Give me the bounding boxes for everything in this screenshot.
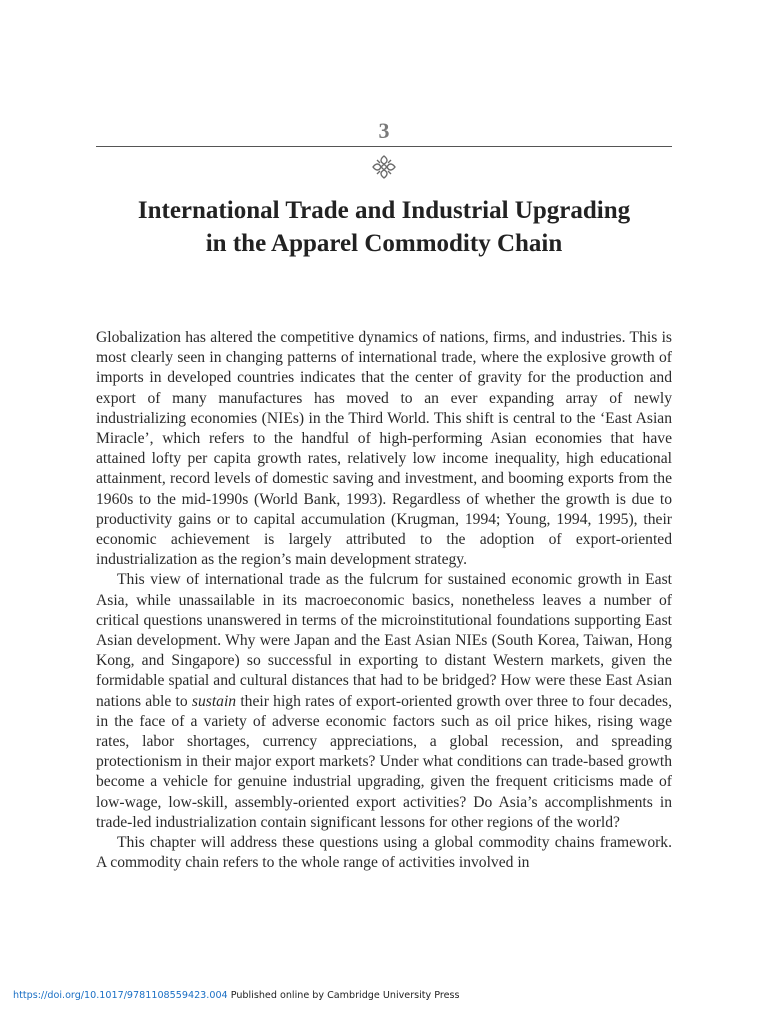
publisher-note: Published online by Cambridge University Press — [230, 990, 460, 1001]
chapter-title — [76, 194, 692, 260]
chapter-number: 3 — [378, 118, 390, 143]
paragraph-2 — [96, 570, 672, 833]
paragraph-3: This chapter will address these questions using a global commodity chains framework. A commodity chain refers to the whole range of activities involved in — [96, 834, 672, 872]
fleuron-ornament-icon — [370, 153, 398, 181]
chapter-title-line1: International Trade and Industrial Upgrading — [137, 197, 631, 224]
paragraph-2-emphasis: sustain — [191, 692, 237, 710]
chapter-rule — [96, 146, 672, 147]
paragraph-2-part-b: their high rates of export-oriented growth over three to four decades, in the face of a variety of adverse economic factors such as oil price hikes, rising wage rates, labor shortages, currency appreciations, a global recession, and spreading protectionism in their major export markets? Under what conditions can trade-based growth become a vehicle for genuine industrial upgrading, given the frequent criticisms made of low-wage, low-skill, assembly-oriented export activities? Do Asia’s accomplishments in trade-led industrialization contain significant lessons for other regions of the world? — [96, 692, 673, 831]
chapter-title-line2: in the Apparel Commodity Chain — [205, 230, 563, 257]
page-footer — [13, 990, 460, 1001]
doi-link[interactable]: https://doi.org/10.1017/9781108559423.004 — [13, 990, 228, 1001]
paragraph-1: Globalization has altered the competitive dynamics of nations, firms, and industries. This is most clearly seen in changing patterns of international trade, where the explosive growth of imports in developed countries indicates that the center of gravity for the production and export of many manufactures has moved to an ever expanding array of newly industrializing economies (NIEs) in the Third World. This shift is central to the ‘East Asian Miracle’, which refers to the handful of high-performing Asian economies that have attained lofty per capita growth rates, relatively low income inequality, high educational attainment, record levels of domestic saving and investment, and booming exports from the 1960s to the mid-1990s (World Bank, 1993). Regardless of whether the growth is due to productivity gains or to capital accumulation (Krugman, 1994; Young, 1994, 1995), their economic achievement is largely attributed to the adoption of export-oriented industrialization as the region’s main development strategy. — [96, 329, 672, 569]
paragraph-2-part-a: This view of international trade as the fulcrum for sustained economic growth in East Asia, while unassailable in its macroeconomic basics, nonetheless leaves a number of critical questions unanswered in terms of the microinstitutional foundations supporting East Asian development. Why were Japan and the East Asian NIEs (South Korea, Taiwan, Hong Kong, and Singapore) so successful in exporting to distant Western markets, given the formidable spatial and cultural distances that had to be bridged? How were these East Asian nations able to — [96, 571, 672, 710]
chapter-body — [96, 328, 672, 873]
